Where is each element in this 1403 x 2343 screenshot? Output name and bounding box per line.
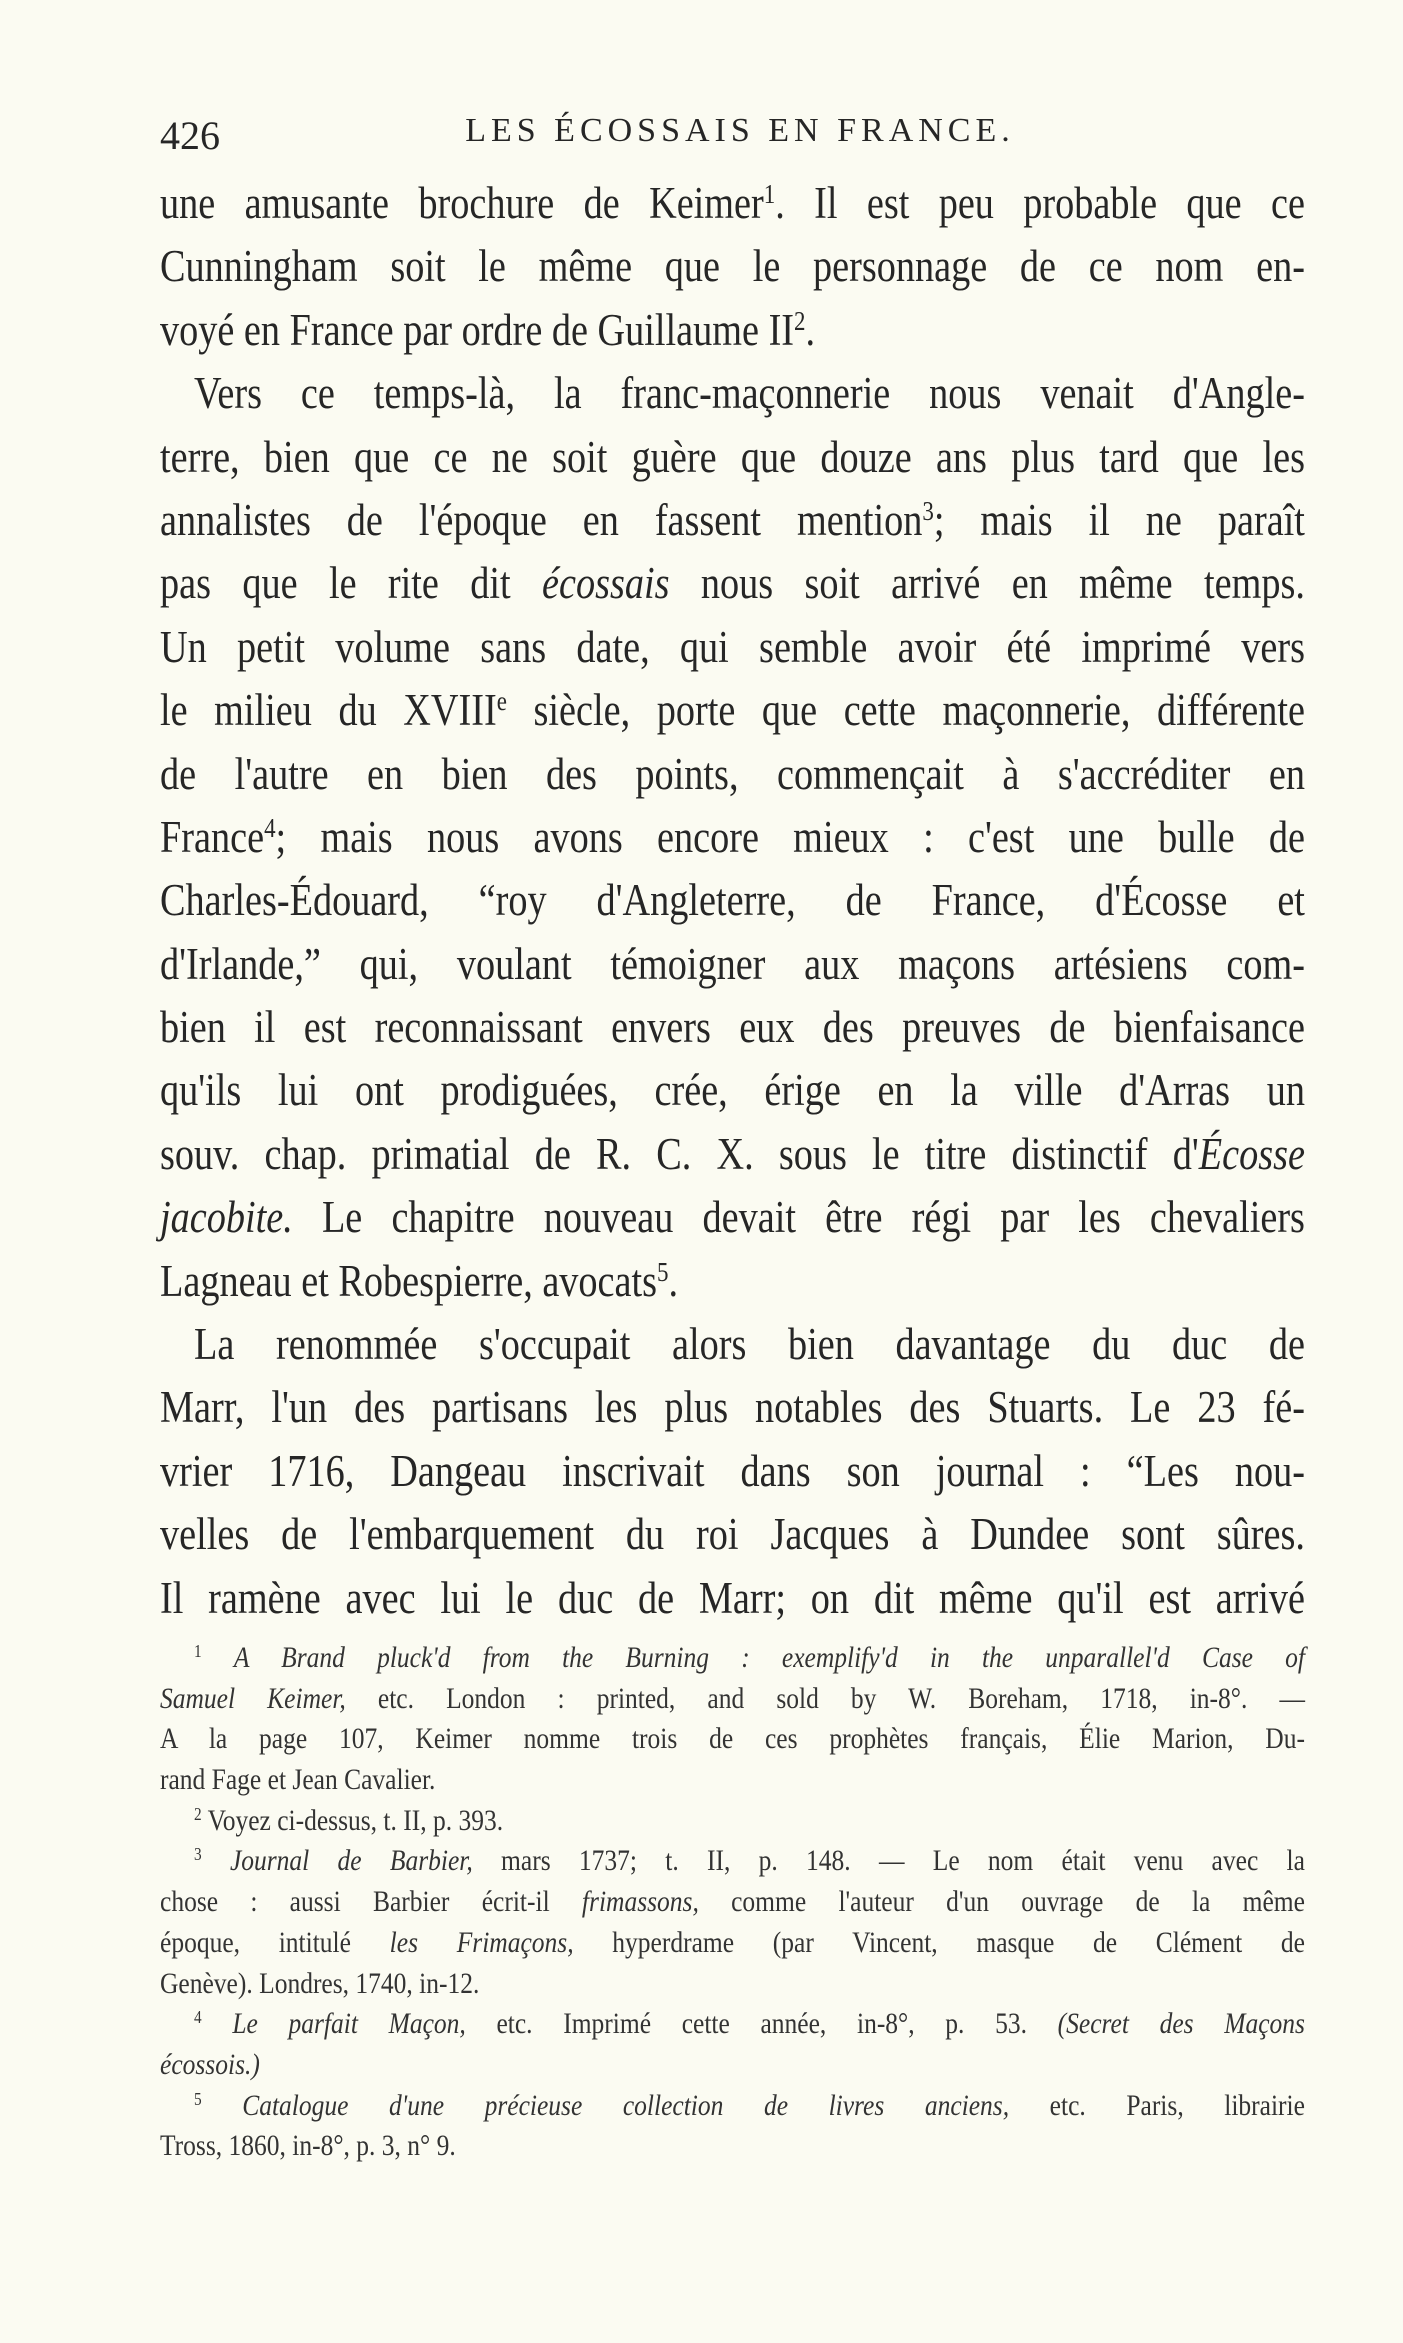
body-line	[160, 1567, 1305, 1630]
body-text	[160, 172, 1305, 1630]
body-line	[160, 1440, 1305, 1503]
footnote-line	[160, 1801, 1305, 1842]
footnote-line	[160, 1964, 1305, 2005]
text-run: ; mais nous avons encore mieux : c'est une bulle de	[275, 811, 1305, 862]
footnote-line	[160, 1638, 1305, 1679]
italic-text: écossois.)	[160, 2047, 260, 2081]
body-line	[160, 1059, 1305, 1122]
text-run: Charles-Édouard, “roy d'Angleterre, de France, d'Écosse et	[160, 875, 1305, 926]
text-run: annalistes de l'époque en fassent mention	[160, 494, 923, 545]
text-run: d'Irlande,” qui, voulant témoigner aux maçons artésiens com-	[160, 938, 1305, 989]
body-line	[160, 933, 1305, 996]
footnote-line	[160, 1719, 1305, 1760]
text-run: Vers ce temps-là, la franc-maçonnerie nous venait d'Angle-	[194, 368, 1305, 419]
body-line	[160, 489, 1305, 552]
body-line	[160, 806, 1305, 869]
footnote-line	[160, 2086, 1305, 2127]
footnote-line	[160, 1841, 1305, 1882]
text-run: nous soit arrivé en même temps.	[669, 558, 1305, 609]
text-run: Genève). Londres, 1740, in-12.	[160, 1966, 480, 2000]
body-line	[160, 1503, 1305, 1566]
italic-text: jacobite.	[160, 1192, 293, 1243]
text-run	[202, 1641, 234, 1674]
text-run: le milieu du XVIII	[160, 685, 497, 736]
text-run: souv. chap. primatial de R. C. X. sous le titre distinctif d'	[160, 1128, 1199, 1179]
text-run: chose : aussi Barbier écrit-il	[160, 1885, 582, 1919]
page-number: 426	[160, 113, 220, 158]
text-run: une amusante brochure de Keimer	[160, 178, 764, 228]
footnote-marker: 1	[763, 179, 776, 210]
footnote-marker: 4	[194, 2007, 202, 2028]
text-run: comme l'auteur d'un ouvrage de la même	[698, 1885, 1305, 1919]
footnote-marker: 5	[657, 1256, 669, 1287]
body-line	[160, 362, 1305, 425]
footnote-marker: e	[496, 686, 507, 717]
text-run: hyperdrame (par Vincent, masque de Clément de	[573, 1925, 1305, 1959]
text-run: terre, bien que ce ne soit guère que douze ans plus tard que les	[160, 431, 1305, 482]
body-line	[160, 1123, 1305, 1186]
body-line	[160, 172, 1305, 235]
footnote-line	[160, 2126, 1305, 2167]
body-line	[160, 1186, 1305, 1249]
text-run: Cunningham soit le même que le personnage de ce nom en-	[160, 241, 1305, 292]
italic-text: écossais	[542, 558, 670, 609]
body-line	[160, 552, 1305, 615]
italic-text: (Secret des Maçons	[1057, 2007, 1305, 2041]
running-title: LES ÉCOSSAIS EN FRANCE.	[465, 112, 1015, 149]
text-run: siècle, porte que cette maçonnerie, différente	[506, 685, 1305, 736]
text-run: voyé en France par ordre de Guillaume II	[160, 304, 795, 355]
text-run: France	[160, 811, 265, 862]
italic-text: Samuel Keimer,	[160, 1681, 346, 1715]
body-line	[160, 1376, 1305, 1439]
text-run: .	[668, 1255, 679, 1306]
footnote-line	[160, 1882, 1305, 1923]
body-line	[160, 743, 1305, 806]
text-run: velles de l'embarquement du roi Jacques à Dundee sont sûres.	[160, 1509, 1305, 1560]
text-run: Lagneau et Robespierre, avocats	[160, 1255, 658, 1306]
text-run: vrier 1716, Dangeau inscrivait dans son journal : “Les nou-	[160, 1445, 1305, 1496]
text-run	[202, 2007, 233, 2040]
footnote-marker: 3	[194, 1844, 202, 1865]
text-run	[202, 2089, 243, 2122]
text-run	[202, 1844, 230, 1877]
body-line	[160, 679, 1305, 742]
body-line	[160, 869, 1305, 932]
body-line	[160, 616, 1305, 679]
italic-text: les Frimaçons,	[389, 1925, 574, 1959]
text-run: etc. Paris, librairie	[1009, 2088, 1305, 2122]
footnote-line	[160, 1760, 1305, 1801]
text-run: époque, intitulé	[160, 1925, 390, 1959]
text-run: mars 1737; t. II, p. 148. — Le nom était venu avec la	[472, 1844, 1305, 1878]
text-run: Voyez ci-dessus, t. II, p. 393.	[201, 1803, 504, 1837]
running-header	[160, 112, 1305, 162]
italic-text: frimassons,	[581, 1885, 699, 1919]
footnote-line	[160, 1679, 1305, 1720]
text-run: bien il est reconnaissant envers eux des preuves de bienfaisance	[160, 1002, 1305, 1053]
text-run: Il ramène avec lui le duc de Marr; on dit même qu'il est arrivé	[160, 1572, 1305, 1623]
body-line	[160, 426, 1305, 489]
italic-text: Écosse	[1198, 1128, 1305, 1179]
text-run: A la page 107, Keimer nomme trois de ces prophètes français, Élie Marion, Du-	[160, 1722, 1305, 1756]
text-run: Le chapitre nouveau devait être régi par les chevaliers	[292, 1192, 1305, 1243]
body-line	[160, 235, 1305, 298]
italic-text: A Brand pluck'd from the Burning : exemplify'd in the unparallel'd Case of	[233, 1641, 1305, 1674]
footnote-marker: 2	[794, 305, 806, 336]
footnote-marker: 5	[194, 2088, 202, 2109]
body-line	[160, 1313, 1305, 1376]
text-run: rand Fage et Jean Cavalier.	[160, 1763, 436, 1797]
text-run: La renommée s'occupait alors bien davantage du duc de	[194, 1319, 1305, 1370]
footnote-line	[160, 2045, 1305, 2086]
footnote-marker: 4	[264, 813, 276, 844]
text-run: etc. Imprimé cette année, in-8°, p. 53.	[465, 2007, 1058, 2041]
body-line	[160, 299, 1305, 362]
italic-text: Catalogue d'une précieuse collection de livres anciens,	[242, 2088, 1010, 2122]
text-run: qu'ils lui ont prodiguées, crée, érige en la ville d'Arras un	[160, 1065, 1305, 1116]
text-run: ; mais il ne paraît	[933, 494, 1305, 545]
text-run: .	[805, 304, 816, 355]
footnote-marker: 1	[194, 1641, 202, 1662]
footnotes	[160, 1638, 1305, 2167]
text-run: Marr, l'un des partisans les plus notables des Stuarts. Le 23 fé-	[160, 1382, 1305, 1433]
italic-text: Journal de Barbier,	[229, 1844, 473, 1878]
footnote-marker: 2	[194, 1803, 202, 1824]
body-line	[160, 1250, 1305, 1313]
footnote-line	[160, 2004, 1305, 2045]
text-run: Un petit volume sans date, qui semble avoir été imprimé vers	[160, 621, 1305, 672]
body-line	[160, 996, 1305, 1059]
text-run: de l'autre en bien des points, commençait à s'accréditer en	[160, 748, 1305, 799]
text-run: . Il est peu probable que ce	[775, 178, 1305, 228]
italic-text: Le parfait Maçon,	[232, 2007, 466, 2041]
footnote-marker: 3	[922, 496, 934, 527]
footnote-line	[160, 1923, 1305, 1964]
text-run: Tross, 1860, in-8°, p. 3, n° 9.	[160, 2129, 456, 2163]
text-run: pas que le rite dit	[160, 558, 543, 609]
text-run: etc. London : printed, and sold by W. Boreham, 1718, in-8°. —	[345, 1681, 1305, 1715]
